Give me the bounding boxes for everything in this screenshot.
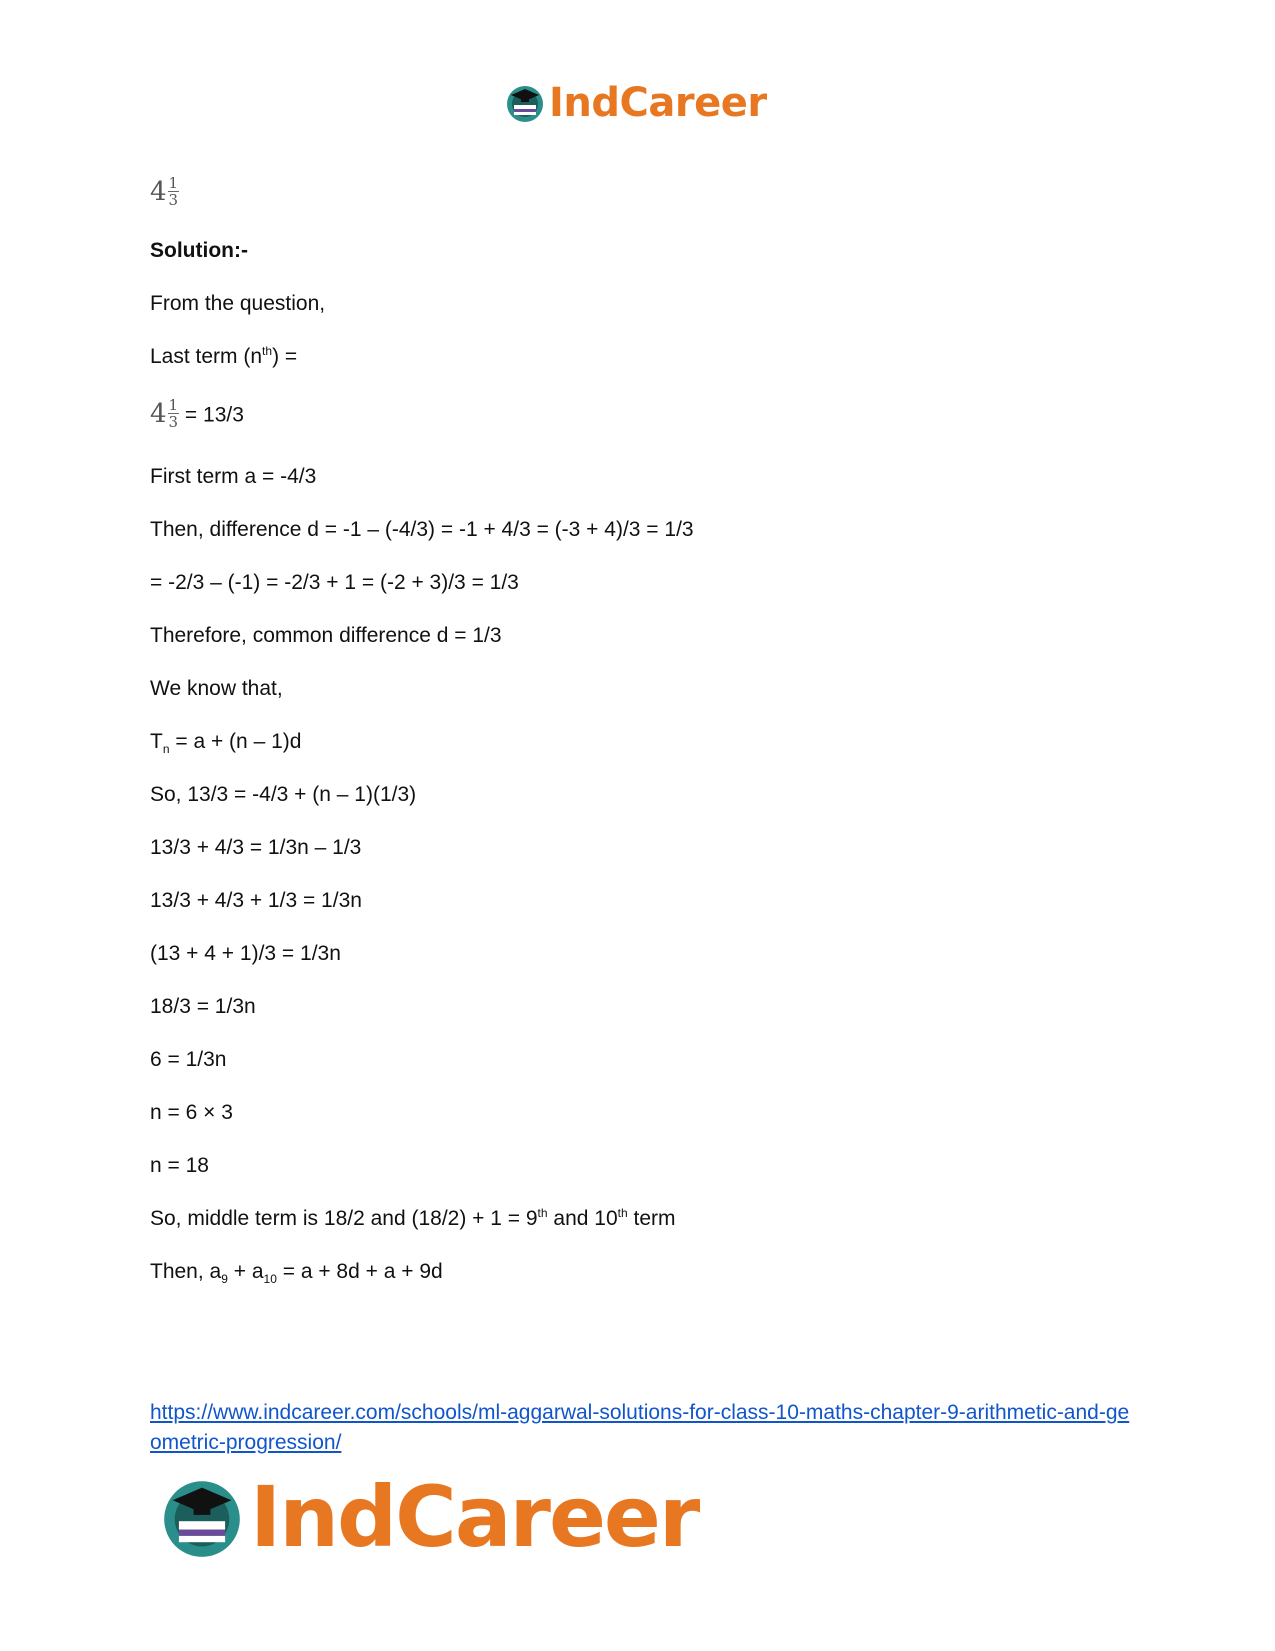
text-line: (13 + 4 + 1)/3 = 1/3n: [150, 942, 341, 965]
sum-line: Then, $a_9 + a_{10} = a + 8d + a + 9d$: [150, 1260, 443, 1287]
last-term-line: Last term $(n^{th})$ =: [150, 344, 298, 368]
text-line: First term a = -4/3: [150, 465, 317, 488]
formula-line: $T_n = a + (n - 1)d$: [150, 730, 302, 757]
graduation-book-icon: [160, 1475, 244, 1559]
question-mixed-number: 4 $\frac{1}{3}$: [150, 174, 179, 209]
footer-logo-text: IndCareer: [250, 1468, 699, 1566]
text-line: 6 = 1/3n: [150, 1048, 227, 1071]
text-line: Therefore, common difference d = 1/3: [150, 624, 502, 647]
text-line: From the question,: [150, 292, 326, 315]
graduation-book-icon: [505, 83, 545, 123]
text-line: n = 18: [150, 1154, 209, 1177]
mixed-number-equation: 4 $\frac{1}{3}$ = 13/3: [150, 396, 244, 431]
text-line: 13/3 + 4/3 = 1/3n – 1/3: [150, 836, 362, 859]
text-line: So, 13/3 = -4/3 + (n – 1)(1/3): [150, 783, 417, 806]
source-url-link[interactable]: https://www.indcareer.com/schools/ml-aggarwal-solutions-for-class-10-maths-chapter-9-arithmetic-and-geometric-progression/: [150, 1401, 1130, 1454]
footer-logo: [160, 1468, 698, 1566]
text-line: We know that,: [150, 677, 283, 700]
text-line: 13/3 + 4/3 + 1/3 = 1/3n: [150, 889, 362, 912]
text-line: 18/3 = 1/3n: [150, 995, 256, 1018]
solution-heading: Solution:-: [150, 239, 248, 262]
text-line: Then, difference d = -1 – (-4/3) = -1 + 4/3 = (-3 + 4)/3 = 1/3: [150, 518, 694, 541]
header-logo: [505, 80, 767, 126]
text-line: = -2/3 – (-1) = -2/3 + 1 = (-2 + 3)/3 = 1/3: [150, 571, 519, 594]
middle-term-line: So, middle term is 18/2 and (18/2) + 1 = 9th and 10th term: [150, 1206, 676, 1230]
text-line: n = 6 × 3: [150, 1101, 233, 1124]
header-logo-text: IndCareer: [549, 80, 767, 126]
